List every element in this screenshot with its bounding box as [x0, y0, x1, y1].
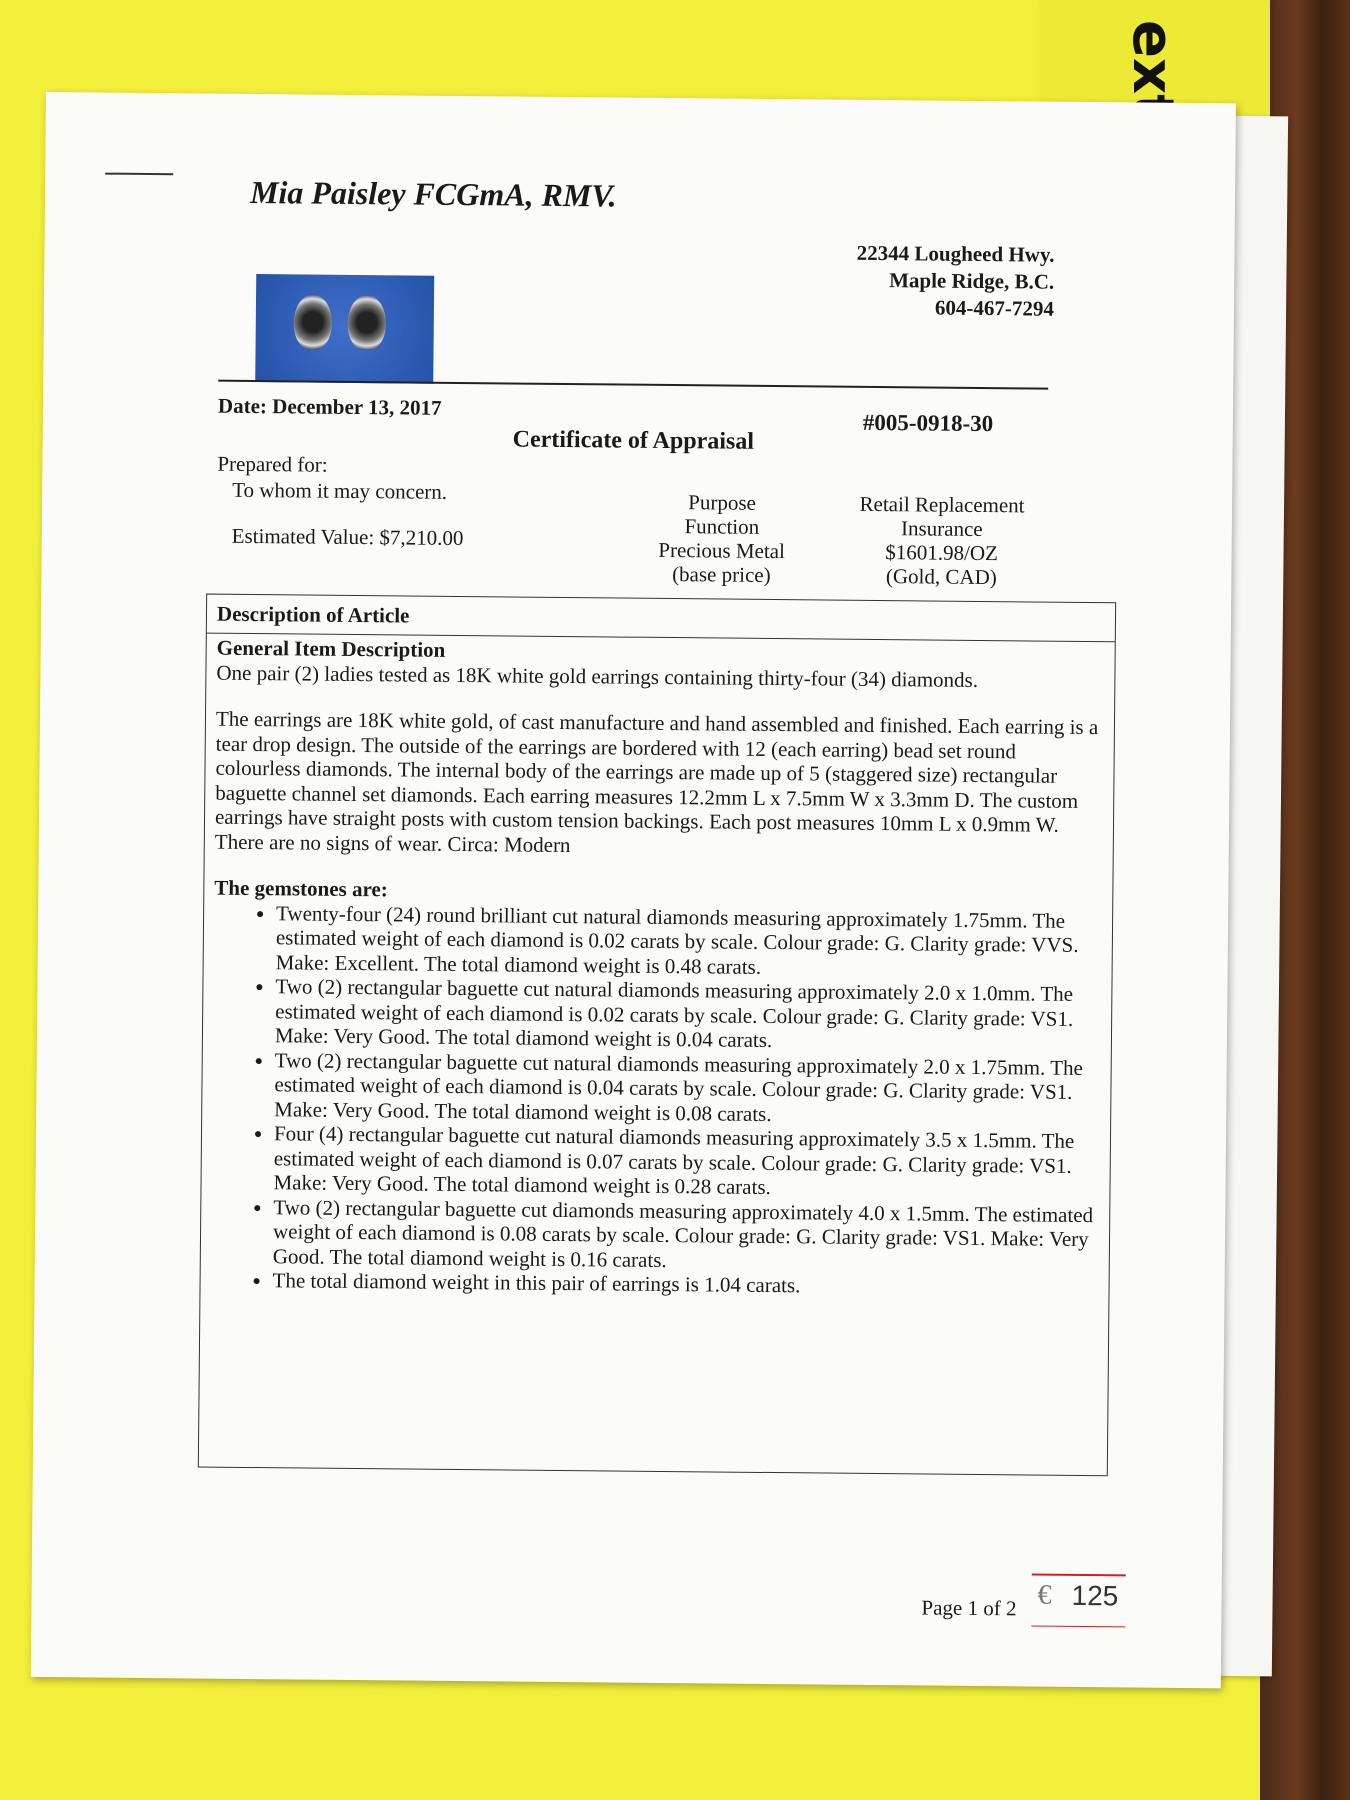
margin-mark	[105, 173, 173, 176]
business-address	[764, 239, 1055, 323]
meta-label: Purpose	[688, 490, 757, 515]
item-details: The earrings are 18K white gold, of cast manufacture and hand assembled and finished. Each earring is a tear drop design. The outside of the earrings are bordered with 12 (each earring) bead set round colourless diamonds. The internal body of the earrings are made up of 5 (staggered size) rectangular baguette channel set diamonds. Each earring measures 12.2mm L x 7.5mm W x 3.3mm D. The custom earrings have straight posts with custom tension backings. Each post measures 10mm L x 0.9mm W. There are no signs of wear. Circa: Modern	[214, 706, 1099, 857]
folder-tab-handwriting	[1065, 20, 1185, 90]
phone-number: 604-467-7294	[934, 295, 1055, 321]
general-description-heading: General Item Description	[216, 635, 446, 662]
meta-label: Precious Metal	[658, 537, 786, 564]
gemstones-heading: The gemstones are:	[214, 875, 388, 902]
stamp-prefix: €	[1037, 1579, 1052, 1611]
article-body	[200, 636, 1114, 1301]
certificate-title: Certificate of Appraisal	[512, 426, 755, 455]
earring-right-image	[348, 295, 387, 350]
gemstone-item: • Two (2) rectangular baguette cut natural diamonds measuring approximately 2.0 x 1.0mm. The estimated weight of each diamond is 0.02 carats by scale. Colour grade: G. Clarity grade: VS1. Make: Very Good. The total diamond weight is 0.04 carats.	[275, 974, 1102, 1055]
address-line-2: Maple Ridge, B.C.	[889, 268, 1055, 294]
gemstone-item: • Four (4) rectangular baguette cut natural diamonds measuring approximately 3.5 x 1.5mm. The estimated weight of each diamond is 0.07 carats by scale. Colour grade: G. Clarity grade: VS1. Make: Very Good. The total diamond weight is 0.28 carats.	[273, 1121, 1100, 1202]
gemstone-total: • The total diamond weight in this pair of earrings is 1.04 carats.	[272, 1268, 1098, 1300]
stamp-number: 125	[1071, 1579, 1119, 1612]
certificate-number: #005-0918-30	[862, 409, 994, 437]
meta-label: (base price)	[672, 562, 771, 587]
prepared-for-value: To whom it may concern.	[232, 477, 448, 504]
gemstone-item: • Twenty-four (24) round brilliant cut natural diamonds measuring approximately 1.75mm. The estimated weight of each diamond is 0.02 carats by scale. Colour grade: G. Clarity grade: VVS. Make: Excellent. The total diamond weight is 0.48 carats.	[276, 901, 1103, 982]
meta-label: Function	[684, 514, 760, 539]
appraisal-page	[31, 92, 1236, 1688]
page-number: Page 1 of 2	[921, 1595, 1017, 1621]
estimated-value: Estimated Value: $7,210.00	[231, 523, 464, 551]
item-summary: One pair (2) ladies tested as 18K white gold earrings containing thirty-four (34) diamonds.	[216, 660, 979, 692]
gemstone-item: • Two (2) rectangular baguette cut diamonds measuring approximately 4.0 x 1.5mm. The estimated weight of each diamond is 0.08 carats by scale. Colour grade: G. Clarity grade: VS1. Make: Very Good. The total diamond weight is 0.16 carats.	[273, 1195, 1100, 1276]
address-line-1: 22344 Lougheed Hwy.	[856, 240, 1055, 267]
earring-left-image	[294, 294, 333, 349]
meta-values	[831, 492, 1052, 590]
appraisal-date: Date: December 13, 2017	[217, 393, 442, 420]
appraiser-name: Mia Paisley FCGmA, RMV.	[249, 173, 617, 214]
earrings-photo	[255, 274, 434, 384]
meta-value: (Gold, CAD)	[885, 564, 997, 590]
meta-value: Insurance	[900, 516, 983, 542]
article-description-box	[198, 594, 1116, 1477]
header-divider	[218, 380, 1048, 390]
gemstone-item: • Two (2) rectangular baguette cut natural diamonds measuring approximately 2.0 x 1.75mm. The estimated weight of each diamond is 0.04 carats by scale. Colour grade: G. Clarity grade: VS1. Make: Very Good. The total diamond weight is 0.08 carats.	[274, 1048, 1101, 1129]
meta-value: Retail Replacement	[859, 491, 1025, 518]
prepared-for-label: Prepared for:	[217, 451, 328, 477]
meta-value: $1601.98/OZ	[885, 540, 999, 566]
meta-labels	[631, 490, 812, 588]
gemstone-list	[210, 900, 1102, 1301]
article-heading: Description of Article	[207, 595, 1115, 643]
